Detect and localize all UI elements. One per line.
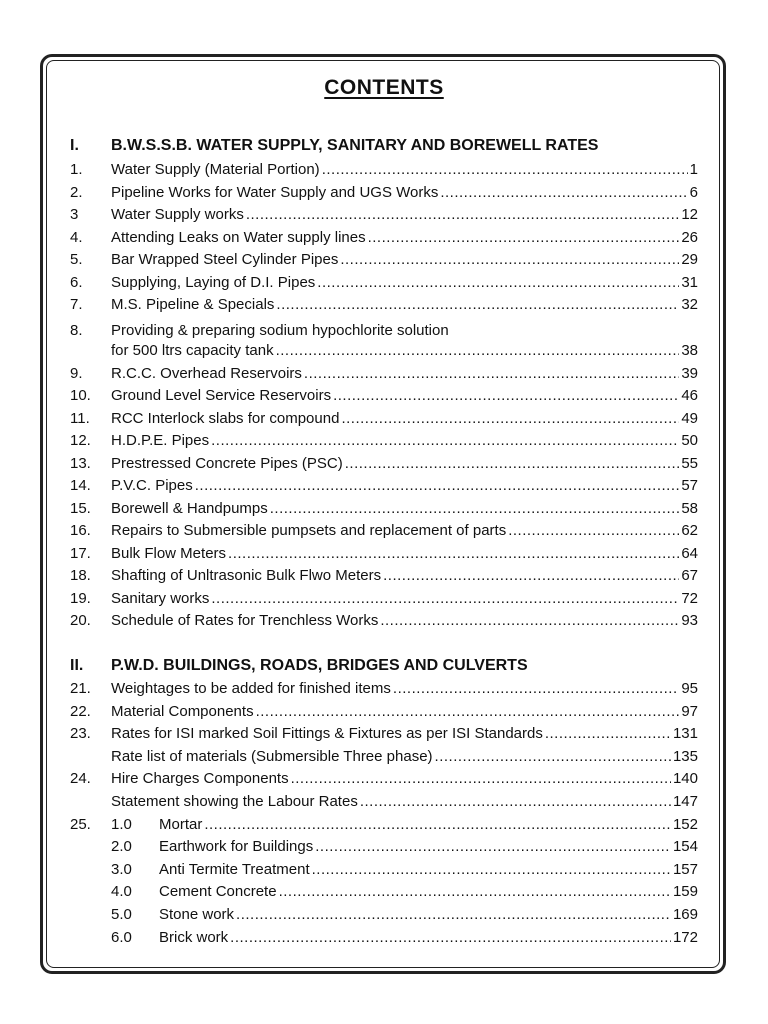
toc-entry[interactable]: 22. Material Components ..... 97 bbox=[70, 702, 698, 722]
toc-entry[interactable]: 16. Repairs to Submersible pumpsets and replacement of parts ..... 62 bbox=[70, 521, 698, 541]
section-heading: II. P.W.D. BUILDINGS, ROADS, BRIDGES AND CULVERTS bbox=[70, 657, 528, 674]
toc-entry[interactable]: 20. Schedule of Rates for Trenchless Works ..... 93 bbox=[70, 611, 698, 631]
toc-entry[interactable]: 13. Prestressed Concrete Pipes (PSC) ..... 55 bbox=[70, 454, 698, 474]
toc-entry[interactable]: 25. 1.0 Mortar ..... 152 bbox=[70, 815, 698, 835]
toc-entry-first-line[interactable]: 8. Providing & preparing sodium hypochlorite solution bbox=[70, 322, 449, 339]
toc-entry[interactable]: 12. H.D.P.E. Pipes ..... 50 bbox=[70, 431, 698, 451]
section-heading: I. B.W.S.S.B. WATER SUPPLY, SANITARY AND BOREWELL RATES bbox=[70, 137, 599, 154]
toc-entry[interactable]: 19. Sanitary works ..... 72 bbox=[70, 589, 698, 609]
toc-entry[interactable]: 1. Water Supply (Material Portion) ..... 1 bbox=[70, 160, 698, 180]
toc-entry[interactable]: 3 Water Supply works ..... 12 bbox=[70, 205, 698, 225]
toc-entry[interactable]: 21. Weightages to be added for finished items ..... 95 bbox=[70, 679, 698, 699]
toc-entry[interactable]: 23. Rates for ISI marked Soil Fittings & Fixtures as per ISI Standards ..... 131 bbox=[70, 724, 698, 744]
toc-entry-continuation[interactable]: for 500 ltrs capacity tank ..... 38 bbox=[70, 341, 698, 361]
toc-entry[interactable]: Statement showing the Labour Rates ..... 147 bbox=[70, 792, 698, 812]
toc-entry[interactable]: 15. Borewell & Handpumps ..... 58 bbox=[70, 499, 698, 519]
toc-entry[interactable]: 9. R.C.C. Overhead Reservoirs ..... 39 bbox=[70, 364, 698, 384]
toc-entry[interactable]: 17. Bulk Flow Meters ..... 64 bbox=[70, 544, 698, 564]
toc-entry[interactable]: 24. Hire Charges Components ..... 140 bbox=[70, 769, 698, 789]
toc-entry[interactable]: 4.0 Cement Concrete ..... 159 bbox=[70, 882, 698, 902]
toc-entry[interactable]: 18. Shafting of Unltrasonic Bulk Flwo Meters ..... 67 bbox=[70, 566, 698, 586]
toc-entry[interactable]: 7. M.S. Pipeline & Specials ..... 32 bbox=[70, 295, 698, 315]
toc-entry[interactable]: 5. Bar Wrapped Steel Cylinder Pipes ..... 29 bbox=[70, 250, 698, 270]
toc-entry[interactable]: 3.0 Anti Termite Treatment ..... 157 bbox=[70, 860, 698, 880]
toc-entry[interactable]: 10. Ground Level Service Reservoirs ..... 46 bbox=[70, 386, 698, 406]
toc-entry[interactable]: 5.0 Stone work ..... 169 bbox=[70, 905, 698, 925]
toc-entry[interactable]: 6.0 Brick work ..... 172 bbox=[70, 928, 698, 948]
toc-entry[interactable]: Rate list of materials (Submersible Three phase) ..... 135 bbox=[70, 747, 698, 767]
toc-entry[interactable]: 6. Supplying, Laying of D.I. Pipes ..... 31 bbox=[70, 273, 698, 293]
toc-entry[interactable]: 2. Pipeline Works for Water Supply and UGS Works ..... 6 bbox=[70, 183, 698, 203]
toc-entry[interactable]: 11. RCC Interlock slabs for compound ..... 49 bbox=[70, 409, 698, 429]
page-title: CONTENTS bbox=[324, 76, 444, 99]
toc-entry[interactable]: 4. Attending Leaks on Water supply lines ..... 26 bbox=[70, 228, 698, 248]
toc-entry[interactable]: 2.0 Earthwork for Buildings ..... 154 bbox=[70, 837, 698, 857]
toc-entry[interactable]: 14. P.V.C. Pipes ..... 57 bbox=[70, 476, 698, 496]
